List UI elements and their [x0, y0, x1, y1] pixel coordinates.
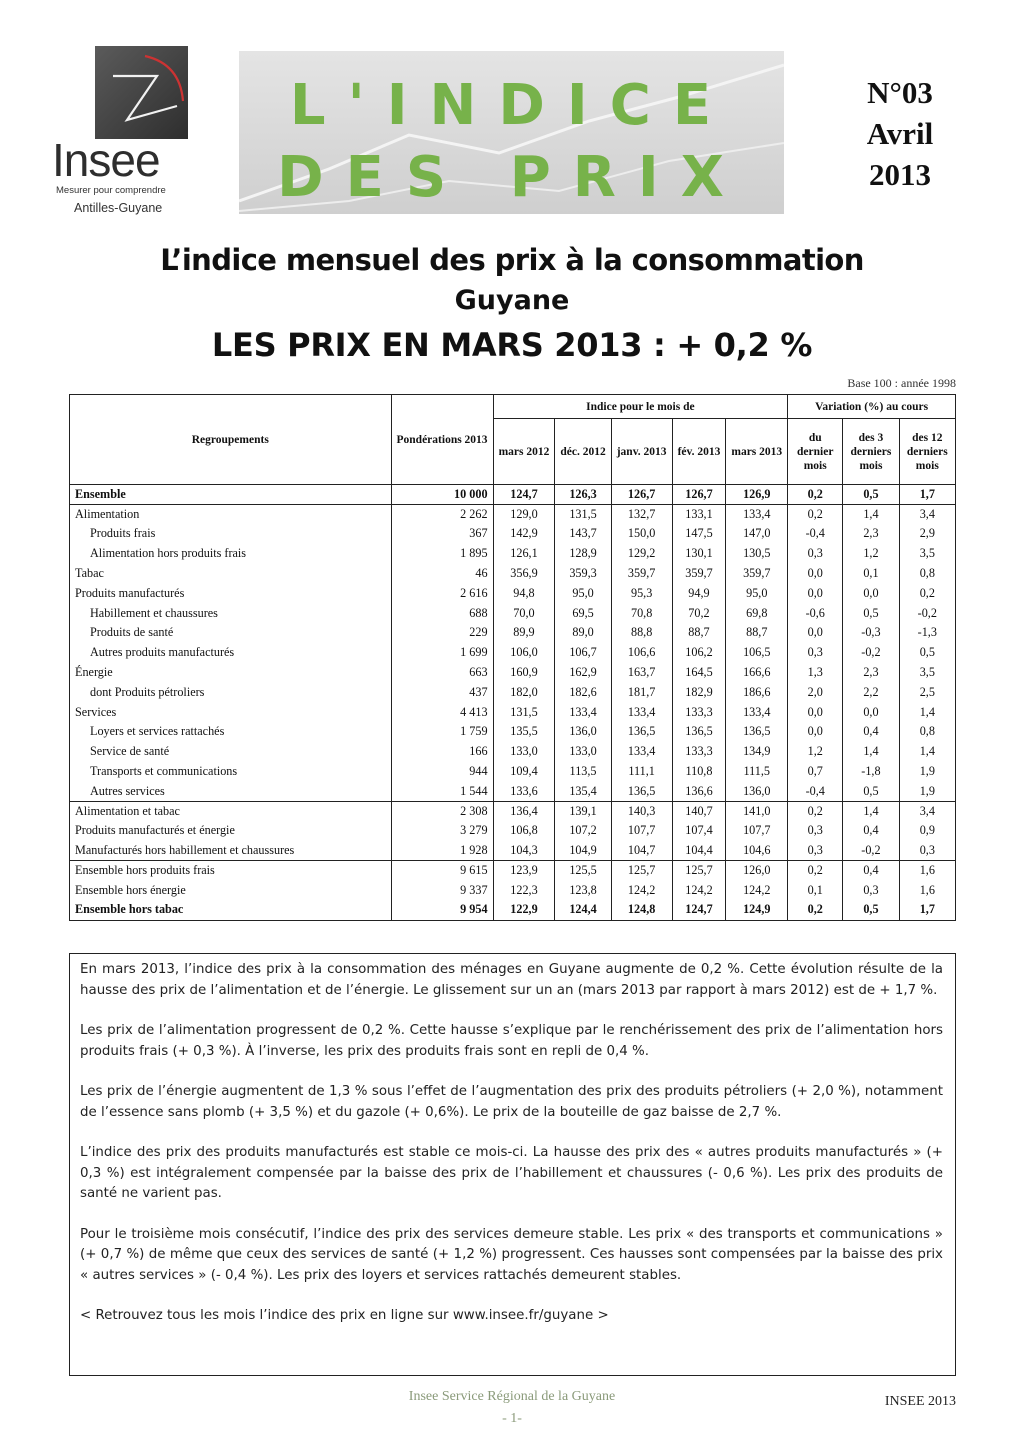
logo-name: Insee	[52, 134, 160, 186]
row-index-value: 104,9	[555, 841, 611, 861]
row-label: Produits de santé	[70, 623, 392, 643]
row-index-value: 126,3	[555, 485, 611, 505]
row-index-value: 136,5	[611, 722, 672, 742]
row-index-value: 163,7	[611, 663, 672, 683]
commentary-paragraph: L’indice des prix des produits manufacturés est stable ce mois-ci. La hausse des prix des « autres produits manufacturés » (+ 0,3 %) est intégralement compensée par la baisse des prix de l’habillement et chaussures (- 0,6 %). Les prix des produits de santé ne varient pas.	[80, 1145, 943, 1201]
row-variation-value: 1,7	[899, 900, 955, 920]
row-variation-value: 0,0	[788, 564, 843, 584]
row-variation-value: 0,4	[843, 722, 899, 742]
row-index-value: 129,2	[611, 544, 672, 564]
row-index-value: 106,7	[555, 643, 611, 663]
row-index-value: 111,5	[726, 762, 788, 782]
row-index-value: 125,5	[555, 861, 611, 881]
row-index-value: 166,6	[726, 663, 788, 683]
row-label: Alimentation et tabac	[70, 801, 392, 821]
header-index-group: Indice pour le mois de	[493, 395, 788, 419]
row-index-value: 134,9	[726, 742, 788, 762]
row-variation-value: 0,7	[788, 762, 843, 782]
row-variation-value: 3,4	[899, 801, 955, 821]
row-weight: 2 308	[391, 801, 493, 821]
row-index-value: 133,1	[672, 504, 726, 524]
row-weight: 10 000	[391, 485, 493, 505]
row-weight: 437	[391, 682, 493, 702]
price-index-table	[69, 394, 956, 921]
banner-line-2: DES PRIX	[277, 145, 746, 210]
row-weight: 367	[391, 524, 493, 544]
logo-region: Antilles-Guyane	[74, 201, 163, 215]
insee-logo	[52, 46, 192, 221]
row-weight: 1 759	[391, 722, 493, 742]
row-index-value: 186,6	[726, 682, 788, 702]
row-index-value: 106,2	[672, 643, 726, 663]
header-variation: du dernier mois	[788, 419, 843, 485]
row-variation-value: 1,4	[843, 504, 899, 524]
footer-service-name: Insee Service Régional de la Guyane	[408, 1389, 616, 1404]
row-variation-value: 0,3	[899, 841, 955, 861]
row-weight: 2 262	[391, 504, 493, 524]
row-variation-value: 0,8	[899, 564, 955, 584]
issue-info	[830, 72, 970, 195]
row-index-value: 123,8	[555, 880, 611, 900]
row-variation-value: 0,2	[899, 583, 955, 603]
row-label: Manufacturés hors habillement et chaussures	[70, 841, 392, 861]
row-index-value: 104,4	[672, 841, 726, 861]
row-variation-value: 0,4	[843, 821, 899, 841]
row-variation-value: 1,4	[899, 742, 955, 762]
row-weight: 1 544	[391, 781, 493, 801]
row-variation-value: 0,1	[843, 564, 899, 584]
row-index-value: 140,3	[611, 801, 672, 821]
row-variation-value: 0,2	[788, 801, 843, 821]
row-index-value: 133,4	[726, 702, 788, 722]
table-row	[70, 663, 956, 683]
row-index-value: 95,3	[611, 583, 672, 603]
row-index-value: 126,1	[493, 544, 555, 564]
row-variation-value: -0,2	[899, 603, 955, 623]
table-row	[70, 801, 956, 821]
row-index-value: 89,9	[493, 623, 555, 643]
row-index-value: 124,8	[611, 900, 672, 920]
row-index-value: 88,8	[611, 623, 672, 643]
row-variation-value: -1,3	[899, 623, 955, 643]
row-index-value: 136,0	[555, 722, 611, 742]
row-index-value: 133,4	[726, 504, 788, 524]
row-index-value: 133,4	[611, 742, 672, 762]
row-index-value: 122,9	[493, 900, 555, 920]
table-row	[70, 603, 956, 623]
row-index-value: 69,8	[726, 603, 788, 623]
row-label: Loyers et services rattachés	[70, 722, 392, 742]
row-index-value: 133,0	[555, 742, 611, 762]
row-index-value: 122,3	[493, 880, 555, 900]
row-variation-value: -0,2	[843, 643, 899, 663]
row-index-value: 143,7	[555, 524, 611, 544]
row-index-value: 131,5	[555, 504, 611, 524]
insee-logo-mark-icon	[95, 46, 188, 139]
row-index-value: 359,7	[726, 564, 788, 584]
row-label: Alimentation hors produits frais	[70, 544, 392, 564]
row-label: Services	[70, 702, 392, 722]
row-index-value: 94,8	[493, 583, 555, 603]
row-variation-value: 1,2	[843, 544, 899, 564]
row-variation-value: 1,9	[899, 762, 955, 782]
row-variation-value: 0,5	[843, 781, 899, 801]
table-row	[70, 524, 956, 544]
row-variation-value: 2,3	[843, 524, 899, 544]
row-weight: 1 895	[391, 544, 493, 564]
row-index-value: 133,6	[493, 781, 555, 801]
row-variation-value: 1,7	[899, 485, 955, 505]
row-variation-value: 1,4	[899, 702, 955, 722]
row-variation-value: 0,3	[788, 841, 843, 861]
row-variation-value: 1,4	[843, 801, 899, 821]
row-variation-value: 0,0	[788, 702, 843, 722]
row-index-value: 164,5	[672, 663, 726, 683]
row-weight: 9 337	[391, 880, 493, 900]
row-index-value: 182,0	[493, 682, 555, 702]
page-number: - 1-	[502, 1411, 522, 1426]
row-variation-value: 1,9	[899, 781, 955, 801]
row-label: Alimentation	[70, 504, 392, 524]
row-index-value: 124,7	[672, 900, 726, 920]
table-row	[70, 643, 956, 663]
logo-tagline: Mesurer pour comprendre	[56, 185, 166, 196]
header-variation: des 3 derniers mois	[843, 419, 899, 485]
row-index-value: 128,9	[555, 544, 611, 564]
row-weight: 688	[391, 603, 493, 623]
row-index-value: 136,5	[672, 722, 726, 742]
row-variation-value: -0,4	[788, 524, 843, 544]
commentary-paragraph: Les prix de l’énergie augmentent de 1,3 % sous l’effet de l’augmentation des prix des produits pétroliers (+ 2,0 %), notamment de l’essence sans plomb (+ 3,5 %) et du gazole (+ 0,6%). Le prix de la bouteille de gaz baisse de 2,7 %.	[80, 1084, 943, 1120]
row-label: Autres produits manufacturés	[70, 643, 392, 663]
row-index-value: 182,9	[672, 682, 726, 702]
row-index-value: 124,7	[493, 485, 555, 505]
row-index-value: 140,7	[672, 801, 726, 821]
row-index-value: 88,7	[672, 623, 726, 643]
table-row	[70, 861, 956, 881]
commentary-box	[69, 953, 956, 1376]
table-row	[70, 900, 956, 920]
row-index-value: 125,7	[611, 861, 672, 881]
commentary-paragraph: En mars 2013, l’indice des prix à la consommation des ménages en Guyane augmente de 0,2 %. Cette évolution résulte de la hausse des prix de l’alimentation et de l’énergie. Le glissement sur un an (mars 2013 par rapport à mars 2012) est de + 1,7 %.	[80, 962, 943, 998]
issue-month: Avril	[866, 116, 934, 151]
row-variation-value: 3,5	[899, 544, 955, 564]
row-index-value: 359,3	[555, 564, 611, 584]
row-index-value: 70,0	[493, 603, 555, 623]
row-label: Transports et communications	[70, 762, 392, 782]
row-weight: 9 954	[391, 900, 493, 920]
row-index-value: 95,0	[555, 583, 611, 603]
row-label: Ensemble hors produits frais	[70, 861, 392, 881]
row-index-value: 106,5	[726, 643, 788, 663]
row-label: Produits manufacturés	[70, 583, 392, 603]
row-index-value: 133,4	[555, 702, 611, 722]
row-weight: 2 616	[391, 583, 493, 603]
row-index-value: 104,7	[611, 841, 672, 861]
row-index-value: 107,7	[726, 821, 788, 841]
commentary-paragraph: Pour le troisième mois consécutif, l’indice des prix des services demeure stable. Les prix « des transports et communications » (+ 0,7 %) de même que ceux des services de santé (+ 1,2 %) progressent. Ces hausses sont compensées par la baisse des prix « autres services » (- 0,4 %). Les prix des loyers et services rattachés demeurent stables.	[80, 1226, 943, 1283]
table-row	[70, 702, 956, 722]
row-variation-value: 2,0	[788, 682, 843, 702]
row-index-value: 142,9	[493, 524, 555, 544]
row-index-value: 359,7	[672, 564, 726, 584]
row-variation-value: 0,5	[843, 603, 899, 623]
row-variation-value: -0,2	[843, 841, 899, 861]
row-index-value: 182,6	[555, 682, 611, 702]
row-weight: 663	[391, 663, 493, 683]
row-index-value: 69,5	[555, 603, 611, 623]
row-index-value: 356,9	[493, 564, 555, 584]
row-variation-value: 0,8	[899, 722, 955, 742]
row-index-value: 113,5	[555, 762, 611, 782]
row-index-value: 130,1	[672, 544, 726, 564]
row-weight: 944	[391, 762, 493, 782]
row-index-value: 181,7	[611, 682, 672, 702]
row-index-value: 70,2	[672, 603, 726, 623]
row-index-value: 111,1	[611, 762, 672, 782]
row-index-value: 147,0	[726, 524, 788, 544]
row-index-value: 136,6	[672, 781, 726, 801]
row-index-value: 139,1	[555, 801, 611, 821]
row-index-value: 150,0	[611, 524, 672, 544]
page-title: L’indice mensuel des prix à la consommation	[160, 243, 864, 277]
table-row	[70, 841, 956, 861]
row-index-value: 110,8	[672, 762, 726, 782]
row-weight: 9 615	[391, 861, 493, 881]
table-row	[70, 583, 956, 603]
row-variation-value: -0,4	[788, 781, 843, 801]
row-index-value: 106,6	[611, 643, 672, 663]
row-index-value: 131,5	[493, 702, 555, 722]
row-variation-value: -1,8	[843, 762, 899, 782]
row-index-value: 136,0	[726, 781, 788, 801]
table-row	[70, 564, 956, 584]
row-index-value: 107,7	[611, 821, 672, 841]
row-index-value: 124,2	[611, 880, 672, 900]
row-weight: 1 699	[391, 643, 493, 663]
row-variation-value: 1,6	[899, 880, 955, 900]
row-variation-value: 0,2	[788, 504, 843, 524]
row-variation-value: 2,3	[843, 663, 899, 683]
row-label: Tabac	[70, 564, 392, 584]
row-index-value: 104,6	[726, 841, 788, 861]
table-row	[70, 821, 956, 841]
row-index-value: 124,9	[726, 900, 788, 920]
row-variation-value: 0,5	[843, 485, 899, 505]
row-label: Ensemble hors tabac	[70, 900, 392, 920]
row-label: Habillement et chaussures	[70, 603, 392, 623]
row-index-value: 109,4	[493, 762, 555, 782]
row-weight: 4 413	[391, 702, 493, 722]
row-index-value: 126,7	[672, 485, 726, 505]
row-variation-value: 1,3	[788, 663, 843, 683]
row-index-value: 106,0	[493, 643, 555, 663]
row-index-value: 135,5	[493, 722, 555, 742]
header-variation: des 12 derniers mois	[899, 419, 955, 485]
row-label: dont Produits pétroliers	[70, 682, 392, 702]
row-index-value: 147,5	[672, 524, 726, 544]
table-row	[70, 781, 956, 801]
row-label: Produits frais	[70, 524, 392, 544]
row-variation-value: 0,0	[788, 583, 843, 603]
row-index-value: 136,5	[726, 722, 788, 742]
header-month: mars 2013	[726, 419, 788, 485]
header-groups: Regroupements	[70, 395, 392, 485]
row-index-value: 107,4	[672, 821, 726, 841]
row-index-value: 133,0	[493, 742, 555, 762]
row-index-value: 130,5	[726, 544, 788, 564]
base-note: Base 100 : année 1998	[847, 376, 956, 390]
table-row	[70, 544, 956, 564]
header-month: mars 2012	[493, 419, 555, 485]
row-index-value: 141,0	[726, 801, 788, 821]
website-link[interactable]: < Retrouvez tous les mois l’indice des prix en ligne sur www.insee.fr/guyane >	[80, 1308, 609, 1323]
row-variation-value: 2,9	[899, 524, 955, 544]
commentary-paragraph: Les prix de l’alimentation progressent de 0,2 %. Cette hausse s’explique par le renchérissement des prix de l’alimentation hors produits frais (+ 0,3 %). À l’inverse, les prix des produits frais sont en repli de 0,4 %.	[80, 1023, 943, 1059]
row-index-value: 70,8	[611, 603, 672, 623]
row-variation-value: 0,0	[788, 623, 843, 643]
issue-number: N°03	[867, 75, 933, 110]
row-weight: 3 279	[391, 821, 493, 841]
row-variation-value: 0,3	[843, 880, 899, 900]
row-label: Ensemble hors énergie	[70, 880, 392, 900]
header-variation-group: Variation (%) au cours	[788, 395, 956, 419]
header-month: fév. 2013	[672, 419, 726, 485]
footer-copyright: INSEE 2013	[884, 1394, 956, 1409]
row-index-value: 133,3	[672, 742, 726, 762]
row-variation-value: 0,0	[788, 722, 843, 742]
row-variation-value: 3,4	[899, 504, 955, 524]
banner-line-1: L'INDICE	[289, 73, 734, 138]
row-weight: 166	[391, 742, 493, 762]
row-index-value: 104,3	[493, 841, 555, 861]
row-variation-value: -0,3	[843, 623, 899, 643]
table-row	[70, 880, 956, 900]
row-variation-value: 0,0	[843, 702, 899, 722]
table-row	[70, 504, 956, 524]
row-variation-value: 0,9	[899, 821, 955, 841]
row-index-value: 359,7	[611, 564, 672, 584]
header-month: déc. 2012	[555, 419, 611, 485]
row-label: Service de santé	[70, 742, 392, 762]
row-label: Autres services	[70, 781, 392, 801]
page-subtitle: Guyane	[454, 285, 570, 316]
row-index-value: 106,8	[493, 821, 555, 841]
header-weights: Pondérations 2013	[391, 395, 493, 485]
table-row	[70, 485, 956, 505]
row-variation-value: 0,3	[788, 821, 843, 841]
row-index-value: 126,7	[611, 485, 672, 505]
row-variation-value: 0,4	[843, 861, 899, 881]
row-index-value: 124,4	[555, 900, 611, 920]
row-index-value: 136,4	[493, 801, 555, 821]
row-index-value: 133,3	[672, 702, 726, 722]
row-label: Ensemble	[70, 485, 392, 505]
row-variation-value: 0,2	[788, 900, 843, 920]
row-index-value: 94,9	[672, 583, 726, 603]
row-variation-value: 0,1	[788, 880, 843, 900]
row-variation-value: 0,5	[843, 900, 899, 920]
row-index-value: 136,5	[611, 781, 672, 801]
row-index-value: 126,9	[726, 485, 788, 505]
row-label: Énergie	[70, 663, 392, 683]
headline: LES PRIX EN MARS 2013 : + 0,2 %	[211, 326, 813, 364]
row-index-value: 95,0	[726, 583, 788, 603]
row-index-value: 125,7	[672, 861, 726, 881]
header-month: janv. 2013	[611, 419, 672, 485]
row-variation-value: -0,6	[788, 603, 843, 623]
row-index-value: 126,0	[726, 861, 788, 881]
row-index-value: 135,4	[555, 781, 611, 801]
footer-service	[0, 1386, 1024, 1430]
row-variation-value: 3,5	[899, 663, 955, 683]
row-variation-value: 1,4	[843, 742, 899, 762]
row-index-value: 132,7	[611, 504, 672, 524]
row-index-value: 124,2	[672, 880, 726, 900]
row-variation-value: 2,2	[843, 682, 899, 702]
row-index-value: 124,2	[726, 880, 788, 900]
issue-year: 2013	[869, 157, 931, 192]
row-variation-value: 2,5	[899, 682, 955, 702]
row-index-value: 129,0	[493, 504, 555, 524]
row-variation-value: 0,2	[788, 485, 843, 505]
row-label: Produits manufacturés et énergie	[70, 821, 392, 841]
row-variation-value: 1,6	[899, 861, 955, 881]
row-variation-value: 0,2	[788, 861, 843, 881]
row-weight: 46	[391, 564, 493, 584]
table-row	[70, 742, 956, 762]
row-variation-value: 0,3	[788, 544, 843, 564]
row-index-value: 123,9	[493, 861, 555, 881]
row-index-value: 107,2	[555, 821, 611, 841]
table-row	[70, 623, 956, 643]
table-row	[70, 722, 956, 742]
row-index-value: 88,7	[726, 623, 788, 643]
publication-banner	[239, 51, 784, 214]
row-index-value: 160,9	[493, 663, 555, 683]
row-index-value: 162,9	[555, 663, 611, 683]
row-variation-value: 1,2	[788, 742, 843, 762]
table-row	[70, 762, 956, 782]
row-index-value: 133,4	[611, 702, 672, 722]
row-variation-value: 0,0	[843, 583, 899, 603]
row-variation-value: 0,3	[788, 643, 843, 663]
row-variation-value: 0,5	[899, 643, 955, 663]
row-weight: 1 928	[391, 841, 493, 861]
row-weight: 229	[391, 623, 493, 643]
table-row	[70, 682, 956, 702]
row-index-value: 89,0	[555, 623, 611, 643]
